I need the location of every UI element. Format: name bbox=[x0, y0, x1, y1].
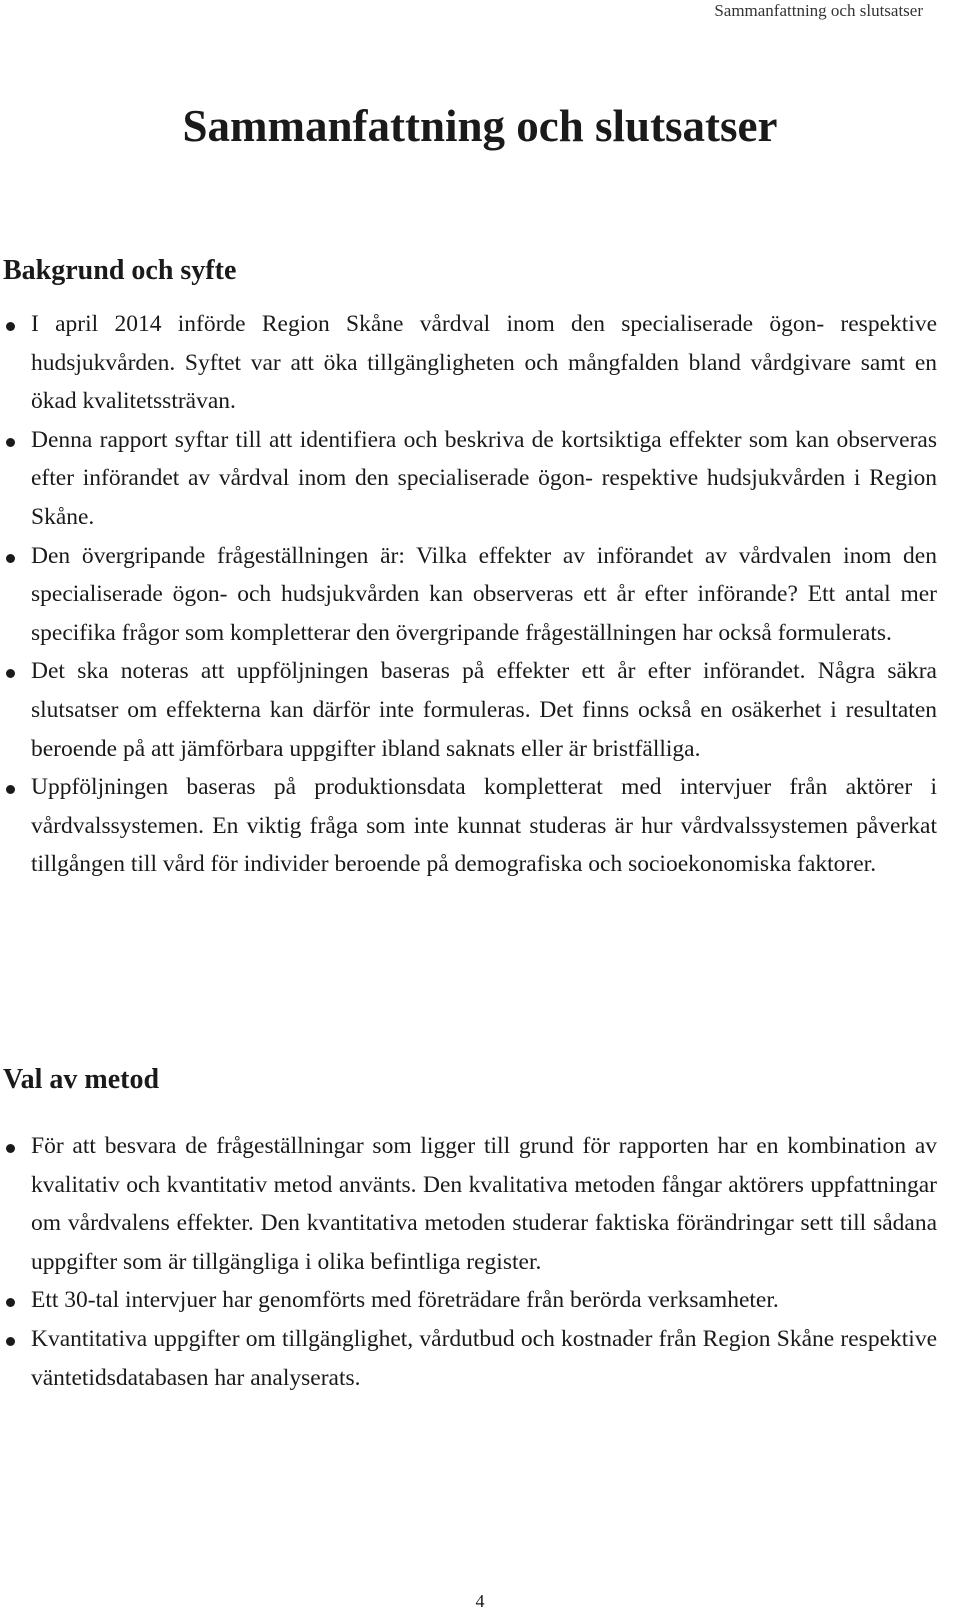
list-item bbox=[0, 305, 960, 421]
list-item bbox=[0, 421, 960, 537]
list-item bbox=[0, 1127, 960, 1281]
bullet-icon bbox=[6, 785, 15, 794]
bullet-list bbox=[0, 305, 960, 884]
list-item bbox=[0, 1281, 960, 1320]
bullet-text: Kvantitativa uppgifter om tillgänglighet, vårdutbud och kostnader från Region Skåne respektive väntetidsdatabasen har analyserats. bbox=[31, 1325, 937, 1391]
bullet-icon bbox=[6, 1298, 15, 1307]
bullet-icon bbox=[6, 1337, 15, 1346]
bullet-text: Denna rapport syftar till att identifiera och beskriva de kortsiktiga effekter som kan observeras efter införandet av vårdval inom den specialiserade ögon- respektive hudsjukvården i Region Skåne. bbox=[31, 426, 937, 530]
bullet-icon bbox=[6, 322, 15, 331]
bullet-list bbox=[0, 1127, 960, 1397]
section-heading: Val av metod bbox=[3, 1064, 160, 1095]
section-bakgrund-och-syfte bbox=[0, 253, 960, 884]
bullet-text: I april 2014 införde Region Skåne vårdval inom den specialiserade ögon- respektive hudsjukvården. Syftet var att öka tillgängligheten och mångfalden bland vårdgivare samt en ökad kvalitetssträvan. bbox=[31, 311, 937, 415]
bullet-icon bbox=[6, 554, 15, 563]
list-item bbox=[0, 768, 960, 884]
bullet-text: Den övergripande frågeställningen är: Vilka effekter av införandet av vårdvalen inom den specialiserade ögon- och hudsjukvården kan observeras ett år efter införande? Ett antal mer specifika frågor som kompletterar den övergripande frågeställningen har också formulerats. bbox=[31, 542, 937, 646]
list-item bbox=[0, 537, 960, 653]
section-heading: Bakgrund och syfte bbox=[3, 255, 237, 286]
list-item bbox=[0, 1320, 960, 1397]
bullet-text: Det ska noteras att uppföljningen baseras på effekter ett år efter införandet. Några säkra slutsatser om effekterna kan därför inte formuleras. Det finns också en osäkerhet i resultaten beroende på att jämförbara uppgifter ibland saknats eller är bristfälliga. bbox=[31, 658, 937, 762]
section-val-av-metod bbox=[0, 1062, 960, 1397]
page-number: 4 bbox=[475, 1591, 485, 1611]
bullet-text: För att besvara de frågeställningar som ligger till grund för rapporten har en kombination av kvalitativ och kvantitativ metod använts. Den kvalitativa metoden fångar aktörers uppfattningar om vårdvalens effekter. Den kvantitativa metoden studerar faktiska förändringar sett till sådana uppgifter som är tillgängliga i olika befintliga register. bbox=[31, 1133, 937, 1275]
running-header: Sammanfattning och slutsatser bbox=[714, 1, 923, 20]
page-title: Sammanfattning och slutsatser bbox=[182, 101, 778, 151]
bullet-text: Uppföljningen baseras på produktionsdata kompletterat med intervjuer från aktörer i vårdvalssystemen. En viktig fråga som inte kunnat studeras är hur vårdvalssystemen påverkat tillgången till vård för individer beroende på demografiska och socioekonomiska faktorer. bbox=[31, 774, 937, 878]
list-item bbox=[0, 652, 960, 768]
bullet-icon bbox=[6, 669, 15, 678]
bullet-icon bbox=[6, 1144, 15, 1153]
bullet-icon bbox=[6, 438, 15, 447]
bullet-text: Ett 30-tal intervjuer har genomförts med företrädare från berörda verksamheter. bbox=[31, 1287, 779, 1314]
